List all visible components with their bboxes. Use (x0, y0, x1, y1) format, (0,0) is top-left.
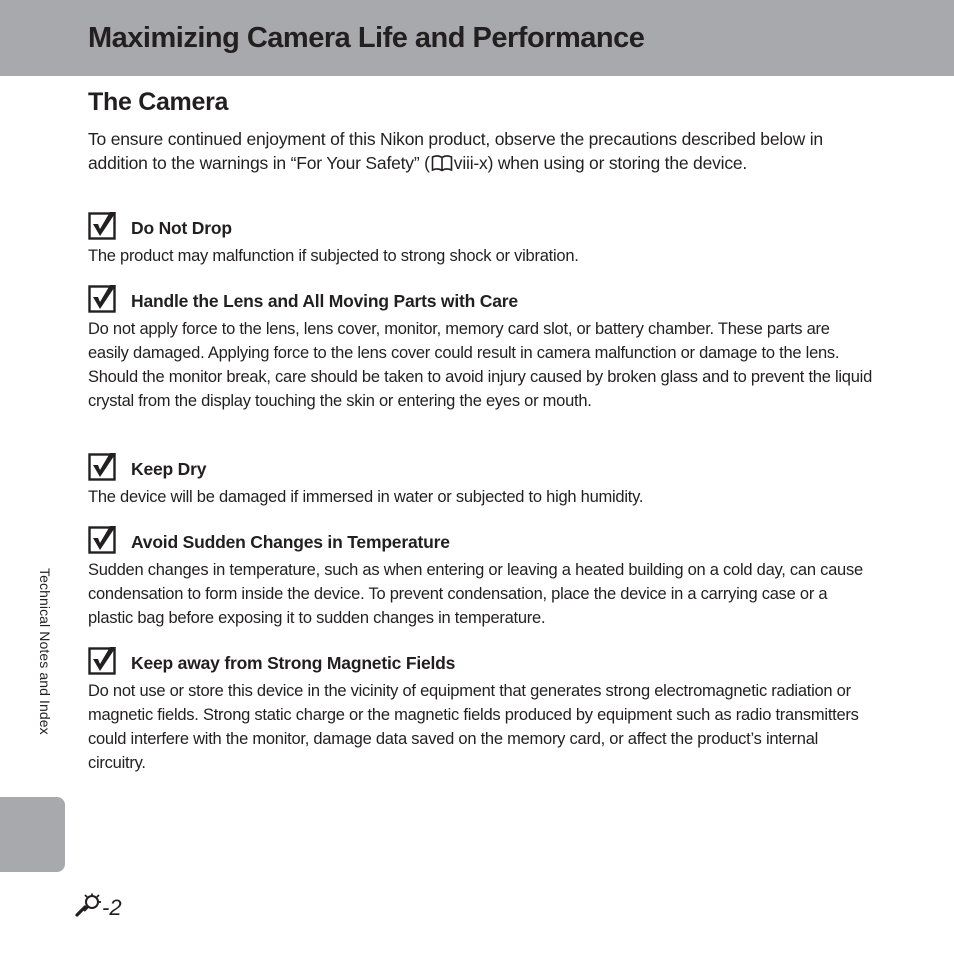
intro-paragraph (88, 127, 858, 178)
section-title: The Camera (88, 88, 229, 116)
topic-title: Do Not Drop (131, 218, 232, 238)
page-number-value: 2 (109, 895, 122, 920)
topic-title: Keep away from Strong Magnetic Fields (131, 653, 456, 673)
topic-title: Avoid Sudden Changes in Temperature (131, 532, 450, 552)
topic-do-not-drop (88, 212, 873, 268)
topic-keep-dry (88, 453, 873, 509)
check-note-icon (88, 212, 118, 240)
tools-icon (74, 893, 102, 925)
topic-body: Do not use or store this device in the vicinity of equipment that generates strong electromagnetic radiation or magnetic fields. Strong static charge or the magnetic fields produced by equipment such as radio transmitters could interfere with the monitor, damage data saved on the memory card, or affect the product’s internal circuitry. (88, 682, 859, 772)
topic-title: Handle the Lens and All Moving Parts with Care (131, 291, 518, 311)
check-note-icon (88, 526, 118, 554)
intro-reference[interactable]: viii-x (453, 153, 488, 173)
intro-text: To ensure continued enjoyment of this Nikon product, observe the precautions described below in addition to the warnings in “For Your Safety” ( (88, 129, 823, 173)
page-title: Maximizing Camera Life and Performance (88, 22, 645, 54)
topic-body: Sudden changes in temperature, such as when entering or leaving a heated building on a cold day, can cause condensation to form inside the device. To prevent condensation, place the device in a carrying case or a plastic bag before exposing it to sudden changes in temperature. (88, 561, 863, 627)
side-tab (0, 797, 65, 872)
topic-body: Do not apply force to the lens, lens cover, monitor, memory card slot, or battery chamber. These parts are easily damaged. Applying force to the lens cover could result in camera malfunction or damage to the lens. Should the monitor break, care should be taken to avoid injury caused by broken glass and to prevent the liquid crystal from the display touching the skin or entering the eyes or mouth. (88, 320, 873, 410)
check-note-icon (88, 453, 118, 481)
book-icon (431, 154, 453, 178)
page-number-separator: - (102, 895, 110, 920)
check-note-icon (88, 647, 118, 675)
intro-text-end: ) when using or storing the device. (487, 153, 748, 173)
side-section-label: Technical Notes and Index (37, 568, 53, 735)
topic-magnetic-fields (88, 647, 873, 775)
page-number (74, 893, 122, 925)
topic-body: The product may malfunction if subjected to strong shock or vibration. (88, 247, 579, 265)
topic-handle-lens (88, 285, 873, 413)
topic-temperature (88, 526, 873, 630)
topic-body: The device will be damaged if immersed in water or subjected to high humidity. (88, 488, 644, 506)
check-note-icon (88, 285, 118, 313)
topic-title: Keep Dry (131, 459, 207, 479)
